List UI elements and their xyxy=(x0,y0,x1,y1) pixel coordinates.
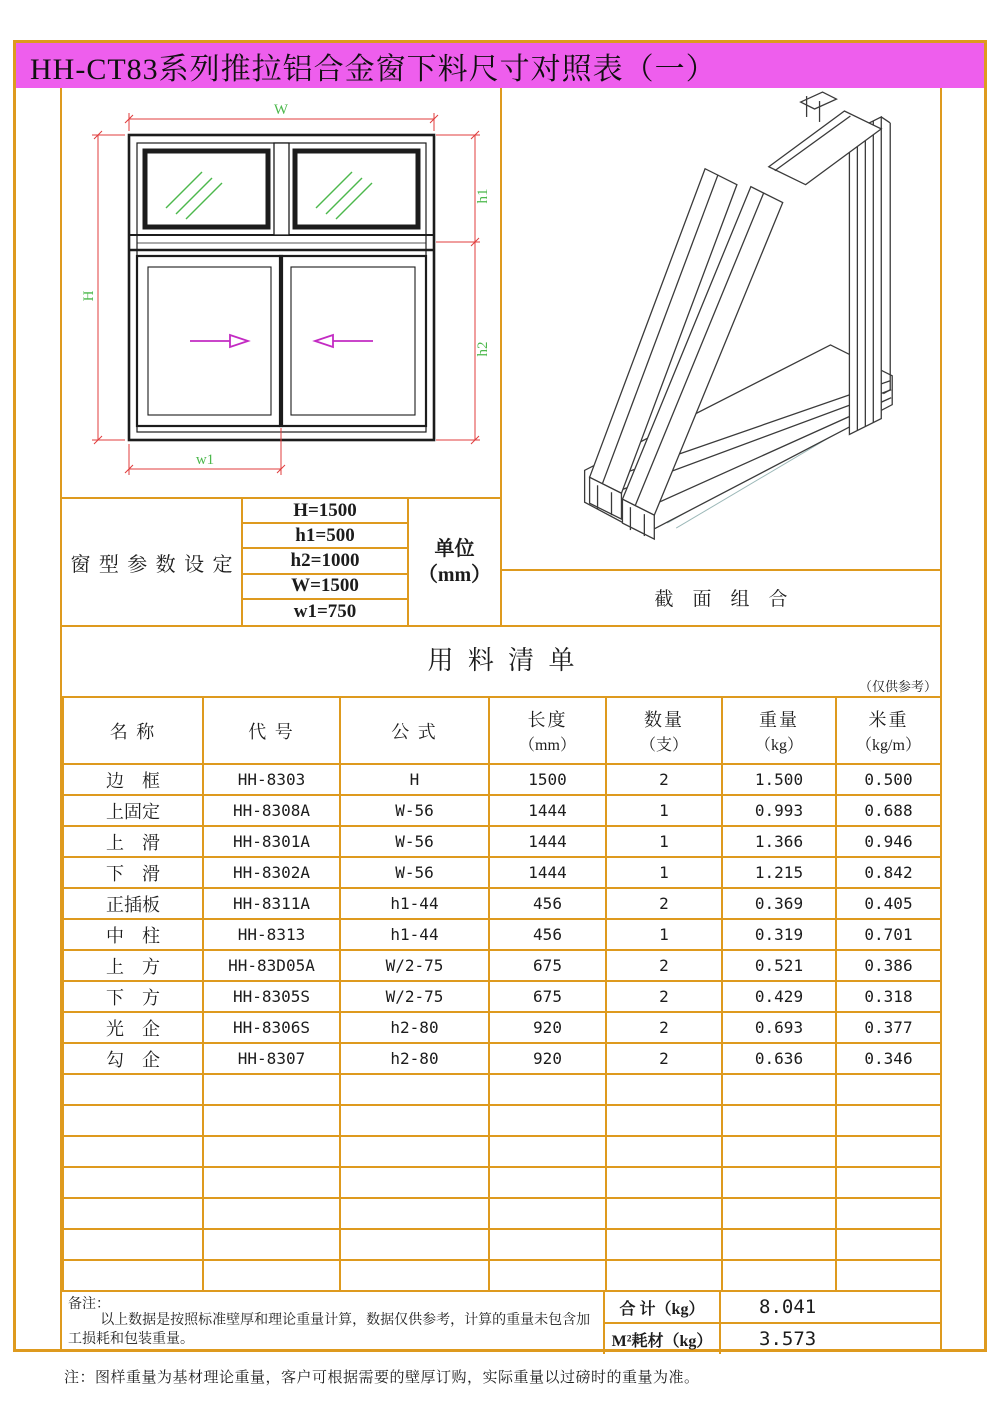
reference-note: （仅供参考） xyxy=(858,679,937,694)
empty-cell xyxy=(606,1074,722,1105)
col-header-length: 长度 （mm） xyxy=(489,697,606,764)
empty-row xyxy=(63,1105,941,1136)
empty-cell xyxy=(606,1105,722,1136)
empty-cell xyxy=(203,1136,340,1167)
empty-row xyxy=(63,1167,941,1198)
empty-cell xyxy=(836,1167,941,1198)
col-header-weight: 重量 （kg） xyxy=(722,697,836,764)
table-cell-length: 456 xyxy=(489,919,606,950)
remark-cell xyxy=(62,1292,605,1354)
per-sqm-label: M²耗材（kg） xyxy=(605,1324,721,1354)
table-cell-mweight: 0.386 xyxy=(836,950,941,981)
empty-cell xyxy=(722,1198,836,1229)
empty-cell xyxy=(340,1167,489,1198)
empty-cell xyxy=(340,1198,489,1229)
empty-cell xyxy=(203,1260,340,1291)
table-cell-length: 456 xyxy=(489,888,606,919)
table-cell-formula: h1-44 xyxy=(340,919,489,950)
remark-label: 备注： xyxy=(68,1297,110,1312)
empty-cell xyxy=(722,1136,836,1167)
total-row xyxy=(605,1292,940,1322)
table-cell-name: 上 方 xyxy=(63,950,203,981)
empty-cell xyxy=(63,1260,203,1291)
total-value: 8.041 xyxy=(759,1296,817,1318)
param-value-w1: w1=750 xyxy=(243,600,409,625)
table-cell-formula: h2-80 xyxy=(340,1012,489,1043)
dim-label-w1: w1 xyxy=(195,452,215,468)
material-list-title-row xyxy=(62,625,940,696)
empty-cell xyxy=(63,1105,203,1136)
empty-cell xyxy=(606,1136,722,1167)
table-cell-code: HH-83D05A xyxy=(203,950,340,981)
window-diagram-panel xyxy=(62,88,502,625)
table-cell-length: 675 xyxy=(489,950,606,981)
empty-cell xyxy=(203,1074,340,1105)
material-list-table xyxy=(62,696,942,1292)
param-value-W: W=1500 xyxy=(243,575,409,600)
cross-section-label: 截面组合 xyxy=(502,569,940,623)
table-cell-weight: 0.993 xyxy=(722,795,836,826)
dim-label-w: W xyxy=(273,102,289,118)
table-cell-length: 675 xyxy=(489,981,606,1012)
empty-cell xyxy=(722,1167,836,1198)
empty-cell xyxy=(489,1198,606,1229)
table-cell-length: 920 xyxy=(489,1012,606,1043)
empty-row xyxy=(63,1229,941,1260)
table-cell-qty: 2 xyxy=(606,888,722,919)
col-header-name: 名 称 xyxy=(63,697,203,764)
table-cell-code: HH-8313 xyxy=(203,919,340,950)
remark-text: 以上数据是按照标准壁厚和理论重量计算，数据仅供参考，计算的重量未包含加工损耗和包装重量。 xyxy=(68,1313,591,1348)
isometric-profile-drawing xyxy=(502,88,938,569)
table-cell-name: 下 滑 xyxy=(63,857,203,888)
table-cell-qty: 2 xyxy=(606,764,722,795)
table-cell-qty: 2 xyxy=(606,981,722,1012)
table-cell-code: HH-8305S xyxy=(203,981,340,1012)
table-row xyxy=(63,857,941,888)
empty-cell xyxy=(489,1136,606,1167)
col-header-qty: 数量 （支） xyxy=(606,697,722,764)
table-cell-name: 上 滑 xyxy=(63,826,203,857)
empty-cell xyxy=(63,1198,203,1229)
material-list-title: 用料清单 xyxy=(427,646,589,675)
table-cell-length: 1444 xyxy=(489,857,606,888)
empty-cell xyxy=(340,1074,489,1105)
table-cell-name: 中 柱 xyxy=(63,919,203,950)
empty-cell xyxy=(722,1074,836,1105)
header-row xyxy=(63,697,941,764)
table-cell-qty: 1 xyxy=(606,857,722,888)
table-cell-mweight: 0.500 xyxy=(836,764,941,795)
table-row xyxy=(63,1012,941,1043)
empty-cell xyxy=(63,1136,203,1167)
empty-cell xyxy=(489,1105,606,1136)
per-sqm-row xyxy=(605,1322,940,1354)
table-cell-code: HH-8308A xyxy=(203,795,340,826)
table-cell-length: 1444 xyxy=(489,826,606,857)
empty-cell xyxy=(203,1198,340,1229)
param-table-title: 窗型参数设定 xyxy=(62,499,243,625)
total-label: 合 计（kg） xyxy=(605,1292,721,1322)
table-cell-mweight: 0.688 xyxy=(836,795,941,826)
top-section xyxy=(62,88,940,625)
table-row xyxy=(63,795,941,826)
table-cell-code: HH-8303 xyxy=(203,764,340,795)
table-cell-formula: W-56 xyxy=(340,857,489,888)
table-cell-formula: h2-80 xyxy=(340,1043,489,1074)
empty-cell xyxy=(722,1229,836,1260)
empty-cell xyxy=(203,1167,340,1198)
table-cell-name: 正插板 xyxy=(63,888,203,919)
table-cell-mweight: 0.946 xyxy=(836,826,941,857)
unit-cell: 单位 （mm） xyxy=(417,538,492,586)
table-cell-length: 1500 xyxy=(489,764,606,795)
table-cell-name: 光 企 xyxy=(63,1012,203,1043)
table-cell-qty: 1 xyxy=(606,826,722,857)
empty-cell xyxy=(489,1260,606,1291)
table-cell-weight: 0.693 xyxy=(722,1012,836,1043)
dim-label-h2: h2 xyxy=(475,341,491,357)
window-diagram xyxy=(62,88,500,497)
table-cell-mweight: 0.405 xyxy=(836,888,941,919)
table-cell-formula: W-56 xyxy=(340,795,489,826)
table-cell-mweight: 0.318 xyxy=(836,981,941,1012)
table-cell-weight: 1.215 xyxy=(722,857,836,888)
table-cell-mweight: 0.377 xyxy=(836,1012,941,1043)
table-cell-weight: 0.369 xyxy=(722,888,836,919)
table-cell-length: 1444 xyxy=(489,795,606,826)
table-cell-formula: W-56 xyxy=(340,826,489,857)
table-cell-length: 920 xyxy=(489,1043,606,1074)
empty-cell xyxy=(722,1105,836,1136)
empty-cell xyxy=(203,1105,340,1136)
table-cell-weight: 0.636 xyxy=(722,1043,836,1074)
page-title: HH-CT83系列推拉铝合金窗下料尺寸对照表（一） xyxy=(30,52,717,86)
empty-cell xyxy=(63,1229,203,1260)
title-bar xyxy=(16,43,984,88)
table-cell-formula: W/2-75 xyxy=(340,981,489,1012)
table-cell-weight: 1.366 xyxy=(722,826,836,857)
empty-cell xyxy=(836,1260,941,1291)
table-cell-formula: h1-44 xyxy=(340,888,489,919)
empty-cell xyxy=(489,1074,606,1105)
empty-row xyxy=(63,1074,941,1105)
table-cell-code: HH-8302A xyxy=(203,857,340,888)
empty-cell xyxy=(340,1260,489,1291)
cross-section-panel xyxy=(502,88,940,625)
table-row xyxy=(63,826,941,857)
empty-row xyxy=(63,1136,941,1167)
table-cell-code: HH-8311A xyxy=(203,888,340,919)
table-cell-name: 下 方 xyxy=(63,981,203,1012)
table-cell-formula: W/2-75 xyxy=(340,950,489,981)
window-parameter-table xyxy=(62,497,500,625)
table-row xyxy=(63,919,941,950)
table-cell-mweight: 0.701 xyxy=(836,919,941,950)
table-row xyxy=(63,764,941,795)
empty-row xyxy=(63,1198,941,1229)
empty-cell xyxy=(836,1136,941,1167)
param-value-h2: h2=1000 xyxy=(243,549,409,574)
empty-cell xyxy=(606,1260,722,1291)
empty-cell xyxy=(836,1074,941,1105)
table-cell-qty: 1 xyxy=(606,919,722,950)
window-elevation-drawing xyxy=(62,88,500,497)
empty-row xyxy=(63,1260,941,1291)
per-sqm-value: 3.573 xyxy=(759,1328,817,1350)
empty-cell xyxy=(63,1167,203,1198)
table-cell-name: 边 框 xyxy=(63,764,203,795)
totals-block xyxy=(605,1292,940,1354)
empty-cell xyxy=(722,1260,836,1291)
table-cell-weight: 1.500 xyxy=(722,764,836,795)
summary-row xyxy=(62,1292,940,1354)
empty-cell xyxy=(606,1229,722,1260)
table-cell-code: HH-8306S xyxy=(203,1012,340,1043)
table-cell-code: HH-8307 xyxy=(203,1043,340,1074)
param-value-H: H=1500 xyxy=(243,499,409,524)
empty-cell xyxy=(489,1229,606,1260)
dim-label-h1: h1 xyxy=(475,188,491,204)
dim-label-h: H xyxy=(81,290,97,302)
table-cell-qty: 2 xyxy=(606,950,722,981)
empty-cell xyxy=(836,1105,941,1136)
table-row xyxy=(63,950,941,981)
param-value-h1: h1=500 xyxy=(243,524,409,549)
table-cell-weight: 0.429 xyxy=(722,981,836,1012)
empty-cell xyxy=(836,1229,941,1260)
table-cell-mweight: 0.842 xyxy=(836,857,941,888)
document-frame xyxy=(13,40,987,1352)
table-cell-mweight: 0.346 xyxy=(836,1043,941,1074)
footer-note: 注：图样重量为基材理论重量，客户可根据需要的壁厚订购，实际重量以过磅时的重量为准。 xyxy=(64,1370,700,1386)
content-column xyxy=(60,88,942,1349)
table-cell-name: 勾 企 xyxy=(63,1043,203,1074)
empty-cell xyxy=(63,1074,203,1105)
table-cell-weight: 0.319 xyxy=(722,919,836,950)
table-cell-formula: H xyxy=(340,764,489,795)
col-header-formula: 公 式 xyxy=(340,697,489,764)
table-cell-code: HH-8301A xyxy=(203,826,340,857)
table-cell-qty: 2 xyxy=(606,1043,722,1074)
empty-cell xyxy=(340,1136,489,1167)
col-header-mweight: 米重 （kg/m） xyxy=(836,697,941,764)
table-cell-weight: 0.521 xyxy=(722,950,836,981)
empty-cell xyxy=(836,1198,941,1229)
col-header-code: 代 号 xyxy=(203,697,340,764)
empty-cell xyxy=(606,1167,722,1198)
table-cell-name: 上固定 xyxy=(63,795,203,826)
table-cell-qty: 2 xyxy=(606,1012,722,1043)
empty-cell xyxy=(489,1167,606,1198)
cross-section-drawing xyxy=(502,88,940,569)
table-row xyxy=(63,981,941,1012)
empty-cell xyxy=(340,1229,489,1260)
empty-cell xyxy=(606,1198,722,1229)
table-row xyxy=(63,1043,941,1074)
empty-cell xyxy=(340,1105,489,1136)
empty-cell xyxy=(203,1229,340,1260)
table-cell-qty: 1 xyxy=(606,795,722,826)
table-row xyxy=(63,888,941,919)
